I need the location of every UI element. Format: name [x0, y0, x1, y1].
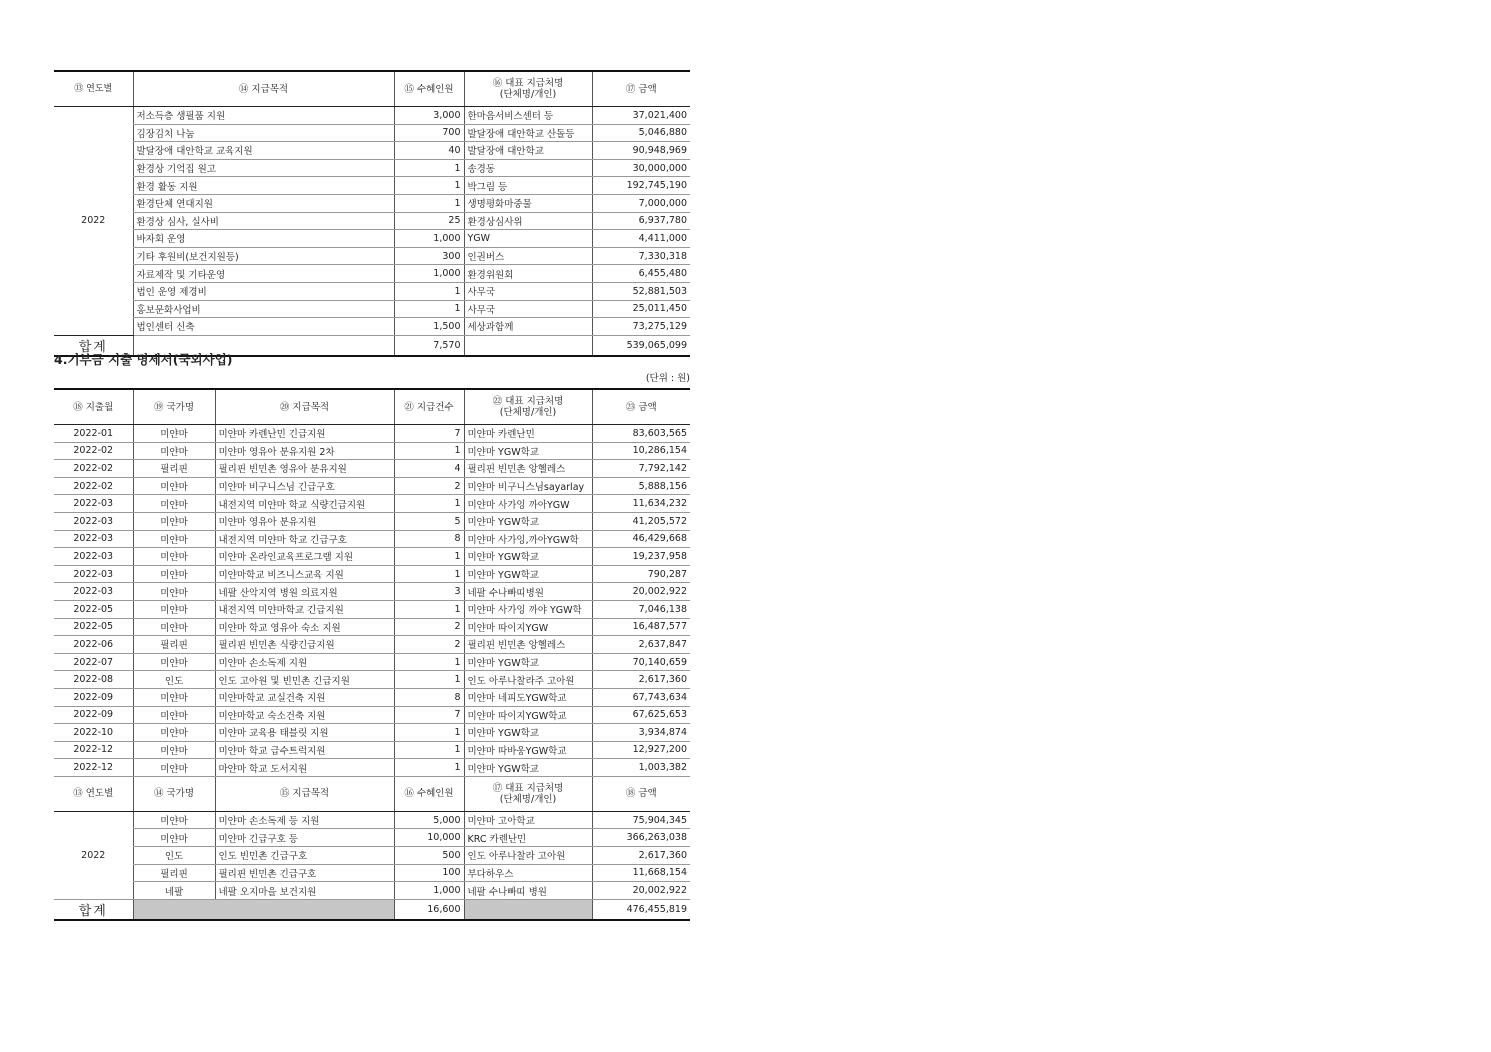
header-amount: ㉓ 금액 [592, 389, 690, 425]
amount-cell: 2,617,360 [592, 847, 690, 865]
table-row [54, 300, 690, 318]
payee-cell: 미얀마 YGW학교 [464, 653, 592, 671]
summary-row [54, 864, 690, 882]
header-amount: ⑱ 금액 [592, 776, 690, 811]
amount-cell: 75,904,345 [592, 811, 690, 829]
total-empty [464, 899, 592, 920]
amount-cell: 5,888,156 [592, 477, 690, 495]
purpose-cell: 환경상 기억집 원고 [133, 159, 394, 177]
total-label: 합계 [54, 899, 133, 920]
payee-cell: 미얀마 YGW학교 [464, 442, 592, 460]
table-row [54, 583, 690, 601]
header-payee: ⑯ 대표 지급처명 (단체명/개인) [464, 71, 592, 107]
month-cell: 2022-06 [54, 636, 133, 654]
header-payee: ㉒ 대표 지급처명 (단체명/개인) [464, 389, 592, 425]
overseas-expense-table [54, 388, 690, 921]
recipients-cell: 1,000 [394, 265, 464, 283]
payee-cell: 사무국 [464, 300, 592, 318]
amount-cell: 25,011,450 [592, 300, 690, 318]
payee-cell: 미얀마 고아학교 [464, 811, 592, 829]
table-row [54, 600, 690, 618]
month-cell: 2022-03 [54, 583, 133, 601]
count-cell: 2 [394, 477, 464, 495]
count-cell: 1 [394, 442, 464, 460]
amount-cell: 30,000,000 [592, 159, 690, 177]
recipients-cell: 700 [394, 124, 464, 142]
payee-cell: 미얀마 YGW학교 [464, 512, 592, 530]
month-cell: 2022-05 [54, 600, 133, 618]
payee-cell: 네팔 수나빠띠 병원 [464, 882, 592, 900]
country-cell: 네팔 [133, 882, 215, 900]
total-amount: 476,455,819 [592, 899, 690, 920]
month-cell: 2022-07 [54, 653, 133, 671]
purpose-cell: 미얀마 학교 급수트럭지원 [215, 741, 394, 759]
table-row [54, 107, 690, 125]
summary-row [54, 811, 690, 829]
payee-cell: 발달장애 대안학교 산돌등 [464, 124, 592, 142]
table-row [54, 460, 690, 478]
month-cell: 2022-12 [54, 741, 133, 759]
table-row [54, 477, 690, 495]
country-cell: 인도 [133, 671, 215, 689]
purpose-cell: 미얀마 학교 영유아 숙소 지원 [215, 618, 394, 636]
country-cell: 미얀마 [133, 548, 215, 566]
payee-cell: 환경위원회 [464, 265, 592, 283]
payee-cell: 미얀마 사가잉 까아YGW [464, 495, 592, 513]
month-cell: 2022-03 [54, 565, 133, 583]
recipients-cell: 1 [394, 300, 464, 318]
payee-cell: 인도 아루나찰라주 고아원 [464, 671, 592, 689]
amount-cell: 7,000,000 [592, 194, 690, 212]
country-cell: 미얀마 [133, 724, 215, 742]
country-cell: 미얀마 [133, 530, 215, 548]
month-cell: 2022-02 [54, 477, 133, 495]
purpose-cell: 미얀마 영유아 분유지원 2차 [215, 442, 394, 460]
payee-cell: 필리핀 빈민촌 앙헬레스 [464, 460, 592, 478]
payee-cell: 인도 아루나찰라 고아원 [464, 847, 592, 865]
count-cell: 1 [394, 759, 464, 777]
amount-cell: 6,455,480 [592, 265, 690, 283]
purpose-cell: 마얀마 학교 도서지원 [215, 759, 394, 777]
header-amount: ⑰ 금액 [592, 71, 690, 107]
payee-cell: 사무국 [464, 282, 592, 300]
year-cell: 2022 [54, 811, 133, 899]
amount-cell: 4,411,000 [592, 230, 690, 248]
header-purpose: ⑮ 지급목적 [215, 776, 394, 811]
purpose-cell: 법인센터 신축 [133, 318, 394, 336]
purpose-cell: 김장김치 나눔 [133, 124, 394, 142]
table-row [54, 442, 690, 460]
payee-cell: 미얀마 따바웅YGW학교 [464, 741, 592, 759]
count-cell: 8 [394, 530, 464, 548]
month-cell: 2022-05 [54, 618, 133, 636]
table-row [54, 265, 690, 283]
country-cell: 미얀마 [133, 741, 215, 759]
amount-cell: 90,948,969 [592, 142, 690, 160]
table-row [54, 159, 690, 177]
count-cell: 1 [394, 671, 464, 689]
amount-cell: 11,668,154 [592, 864, 690, 882]
country-cell: 미얀마 [133, 477, 215, 495]
purpose-cell: 미얀마학교 비즈니스교육 지원 [215, 565, 394, 583]
recipients-cell: 300 [394, 247, 464, 265]
count-cell: 1 [394, 495, 464, 513]
payee-cell: 박그림 등 [464, 177, 592, 195]
payee-cell: 미얀마 YGW학교 [464, 724, 592, 742]
payee-cell: 미얀마 YGW학교 [464, 565, 592, 583]
country-cell: 미얀마 [133, 829, 215, 847]
unit-label: (단위 : 원) [645, 373, 690, 384]
payee-cell: 미얀마 비구니스님sayarlay [464, 477, 592, 495]
purpose-cell: 발달장애 대안학교 교육지원 [133, 142, 394, 160]
purpose-cell: 미얀마 영유아 분유지원 [215, 512, 394, 530]
purpose-cell: 인도 고아원 및 빈민촌 긴급지원 [215, 671, 394, 689]
amount-cell: 67,625,653 [592, 706, 690, 724]
month-cell: 2022-02 [54, 442, 133, 460]
total-empty [464, 335, 592, 356]
amount-cell: 19,237,958 [592, 548, 690, 566]
amount-cell: 7,046,138 [592, 600, 690, 618]
table-row [54, 548, 690, 566]
total-count: 16,600 [394, 899, 464, 920]
header-payee: ⑰ 대표 지급처명 (단체명/개인) [464, 776, 592, 811]
count-cell: 2 [394, 636, 464, 654]
table-row [54, 142, 690, 160]
recipients-cell: 40 [394, 142, 464, 160]
amount-cell: 41,205,572 [592, 512, 690, 530]
payee-cell: YGW [464, 230, 592, 248]
header-year: ⑬ 연도별 [54, 71, 133, 107]
amount-cell: 12,927,200 [592, 741, 690, 759]
header-country: ⑲ 국가명 [133, 389, 215, 425]
table-row [54, 425, 690, 443]
total-count: 7,570 [394, 335, 464, 356]
amount-cell: 7,792,142 [592, 460, 690, 478]
purpose-cell: 자료제작 및 기타운영 [133, 265, 394, 283]
table-row [54, 230, 690, 248]
total-amount: 539,065,099 [592, 335, 690, 356]
table-row [54, 636, 690, 654]
table-row [54, 671, 690, 689]
month-cell: 2022-12 [54, 759, 133, 777]
payee-cell: 필리핀 빈민촌 앙헬레스 [464, 636, 592, 654]
country-cell: 미얀마 [133, 425, 215, 443]
payee-cell: 미얀마 YGW학교 [464, 548, 592, 566]
recipients-cell: 25 [394, 212, 464, 230]
purpose-cell: 미얀마 손소독제 지원 [215, 653, 394, 671]
amount-cell: 20,002,922 [592, 583, 690, 601]
summary-row [54, 829, 690, 847]
month-cell: 2022-03 [54, 512, 133, 530]
month-cell: 2022-08 [54, 671, 133, 689]
payee-cell: 세상과함께 [464, 318, 592, 336]
country-cell: 필리핀 [133, 636, 215, 654]
recipients-cell: 500 [394, 847, 464, 865]
country-cell: 미얀마 [133, 512, 215, 530]
table-row [54, 618, 690, 636]
header-country: ⑭ 국가명 [133, 776, 215, 811]
purpose-cell: 기타 후원비(보건지원등) [133, 247, 394, 265]
header-purpose: ⑭ 지급목적 [133, 71, 394, 107]
country-cell: 미얀마 [133, 653, 215, 671]
month-cell: 2022-02 [54, 460, 133, 478]
amount-cell: 2,637,847 [592, 636, 690, 654]
recipients-cell: 100 [394, 864, 464, 882]
count-cell: 1 [394, 565, 464, 583]
month-cell: 2022-01 [54, 425, 133, 443]
country-cell: 미얀마 [133, 688, 215, 706]
country-cell: 미얀마 [133, 442, 215, 460]
amount-cell: 5,046,880 [592, 124, 690, 142]
table-row [54, 194, 690, 212]
recipients-cell: 1,000 [394, 882, 464, 900]
purpose-cell: 미얀마 카렌난민 긴급지원 [215, 425, 394, 443]
country-cell: 필리핀 [133, 460, 215, 478]
country-cell: 필리핀 [133, 864, 215, 882]
purpose-cell: 미얀마 교육용 태블릿 지원 [215, 724, 394, 742]
payee-cell: 송경동 [464, 159, 592, 177]
count-cell: 1 [394, 741, 464, 759]
amount-cell: 11,634,232 [592, 495, 690, 513]
count-cell: 1 [394, 724, 464, 742]
purpose-cell: 환경단체 연대지원 [133, 194, 394, 212]
header-recipients: ⑮ 수혜인원 [394, 71, 464, 107]
table-row [54, 653, 690, 671]
payee-cell: 부다하우스 [464, 864, 592, 882]
purpose-cell: 내전지역 미얀마 학교 긴급구호 [215, 530, 394, 548]
table-row [54, 512, 690, 530]
payee-cell: 한마음서비스센터 등 [464, 107, 592, 125]
count-cell: 1 [394, 653, 464, 671]
amount-cell: 192,745,190 [592, 177, 690, 195]
recipients-cell: 1,000 [394, 230, 464, 248]
payee-cell: 환경상심사위 [464, 212, 592, 230]
count-cell: 1 [394, 548, 464, 566]
purpose-cell: 미얀마 손소독제 등 지원 [215, 811, 394, 829]
total-row [54, 899, 690, 920]
recipients-cell: 1 [394, 282, 464, 300]
recipients-cell: 1,500 [394, 318, 464, 336]
table-row [54, 495, 690, 513]
table-row [54, 530, 690, 548]
payee-cell: 생명평화마중물 [464, 194, 592, 212]
purpose-cell: 환경상 심사, 실사비 [133, 212, 394, 230]
table-row [54, 318, 690, 336]
amount-cell: 2,617,360 [592, 671, 690, 689]
recipients-cell: 1 [394, 194, 464, 212]
month-cell: 2022-03 [54, 548, 133, 566]
country-cell: 미얀마 [133, 583, 215, 601]
purpose-cell: 법인 운영 제경비 [133, 282, 394, 300]
purpose-cell: 저소득층 생필품 지원 [133, 107, 394, 125]
amount-cell: 1,003,382 [592, 759, 690, 777]
payee-cell: 미얀마 사가잉,까아YGW학 [464, 530, 592, 548]
country-cell: 미얀마 [133, 565, 215, 583]
purpose-cell: 필리핀 빈민촌 긴급구호 [215, 864, 394, 882]
table-row [54, 212, 690, 230]
payee-cell: 발달장애 대안학교 [464, 142, 592, 160]
amount-cell: 52,881,503 [592, 282, 690, 300]
payee-cell: KRC 카렌난민 [464, 829, 592, 847]
purpose-cell: 네팔 오지마을 보건지원 [215, 882, 394, 900]
recipients-cell: 3,000 [394, 107, 464, 125]
purpose-cell: 내전지역 미얀마 학교 식량긴급지원 [215, 495, 394, 513]
recipients-cell: 1 [394, 177, 464, 195]
payee-cell: 미얀마 카렌난민 [464, 425, 592, 443]
purpose-cell: 내전지역 미얀마학교 긴급지원 [215, 600, 394, 618]
count-cell: 7 [394, 425, 464, 443]
month-cell: 2022-03 [54, 530, 133, 548]
table-row [54, 706, 690, 724]
purpose-cell: 인도 빈민촌 긴급구호 [215, 847, 394, 865]
country-cell: 인도 [133, 847, 215, 865]
month-cell: 2022-10 [54, 724, 133, 742]
payee-cell: 미얀마 따이지YGW [464, 618, 592, 636]
header-purpose: ⑳ 지급목적 [215, 389, 394, 425]
recipients-cell: 1 [394, 159, 464, 177]
purpose-cell: 미얀마 긴급구호 등 [215, 829, 394, 847]
domestic-expense-table [54, 70, 690, 357]
amount-cell: 67,743,634 [592, 688, 690, 706]
header-recipients: ⑯ 수혜인원 [394, 776, 464, 811]
amount-cell: 10,286,154 [592, 442, 690, 460]
table-row [54, 688, 690, 706]
table-row [54, 247, 690, 265]
amount-cell: 46,429,668 [592, 530, 690, 548]
month-cell: 2022-09 [54, 706, 133, 724]
summary-row [54, 882, 690, 900]
header-year: ⑬ 연도별 [54, 776, 133, 811]
country-cell: 미얀마 [133, 811, 215, 829]
amount-cell: 20,002,922 [592, 882, 690, 900]
amount-cell: 6,937,780 [592, 212, 690, 230]
month-cell: 2022-09 [54, 688, 133, 706]
country-cell: 미얀마 [133, 706, 215, 724]
payee-cell: 미얀마 YGW학교 [464, 759, 592, 777]
purpose-cell: 바자회 운영 [133, 230, 394, 248]
header-month: ⑱ 지출월 [54, 389, 133, 425]
purpose-cell: 미얀마 온라인교육프로그램 지원 [215, 548, 394, 566]
count-cell: 4 [394, 460, 464, 478]
payee-cell: 네팔 수나빠띠병원 [464, 583, 592, 601]
purpose-cell: 환경 활동 지원 [133, 177, 394, 195]
month-cell: 2022-03 [54, 495, 133, 513]
country-cell: 미얀마 [133, 759, 215, 777]
amount-cell: 16,487,577 [592, 618, 690, 636]
amount-cell: 37,021,400 [592, 107, 690, 125]
purpose-cell: 미얀마학교 숙소건축 지원 [215, 706, 394, 724]
amount-cell: 73,275,129 [592, 318, 690, 336]
count-cell: 7 [394, 706, 464, 724]
table-row [54, 741, 690, 759]
table-row [54, 759, 690, 777]
purpose-cell: 홍보문화사업비 [133, 300, 394, 318]
count-cell: 8 [394, 688, 464, 706]
table-row [54, 724, 690, 742]
recipients-cell: 5,000 [394, 811, 464, 829]
amount-cell: 70,140,659 [592, 653, 690, 671]
country-cell: 미얀마 [133, 600, 215, 618]
table-row [54, 124, 690, 142]
total-label: 합계 [54, 335, 133, 356]
purpose-cell: 네팔 산악지역 병원 의료지원 [215, 583, 394, 601]
amount-cell: 83,603,565 [592, 425, 690, 443]
count-cell: 1 [394, 600, 464, 618]
table-row [54, 282, 690, 300]
amount-cell: 366,263,038 [592, 829, 690, 847]
recipients-cell: 10,000 [394, 829, 464, 847]
purpose-cell: 필리핀 빈민촌 식량긴급지원 [215, 636, 394, 654]
payee-cell: 인권버스 [464, 247, 592, 265]
amount-cell: 790,287 [592, 565, 690, 583]
country-cell: 미얀마 [133, 618, 215, 636]
header-count: ㉑ 지급건수 [394, 389, 464, 425]
purpose-cell: 미얀마학교 교실건축 지원 [215, 688, 394, 706]
count-cell: 5 [394, 512, 464, 530]
table-row [54, 565, 690, 583]
table-row [54, 177, 690, 195]
purpose-cell: 미얀마 비구니스님 긴급구호 [215, 477, 394, 495]
payee-cell: 미얀마 따이지YGW학교 [464, 706, 592, 724]
purpose-cell: 필리핀 빈민촌 영유아 분유지원 [215, 460, 394, 478]
amount-cell: 3,934,874 [592, 724, 690, 742]
summary-row [54, 847, 690, 865]
count-cell: 3 [394, 583, 464, 601]
amount-cell: 7,330,318 [592, 247, 690, 265]
section-title: 4.기부금 지출 명세서(국외사업) [54, 352, 233, 367]
count-cell: 2 [394, 618, 464, 636]
year-cell: 2022 [54, 107, 133, 336]
summary-header-row [54, 776, 690, 811]
total-empty [133, 899, 394, 920]
payee-cell: 미얀마 네피도YGW학교 [464, 688, 592, 706]
country-cell: 미얀마 [133, 495, 215, 513]
payee-cell: 미얀마 사가잉 까야 YGW학 [464, 600, 592, 618]
